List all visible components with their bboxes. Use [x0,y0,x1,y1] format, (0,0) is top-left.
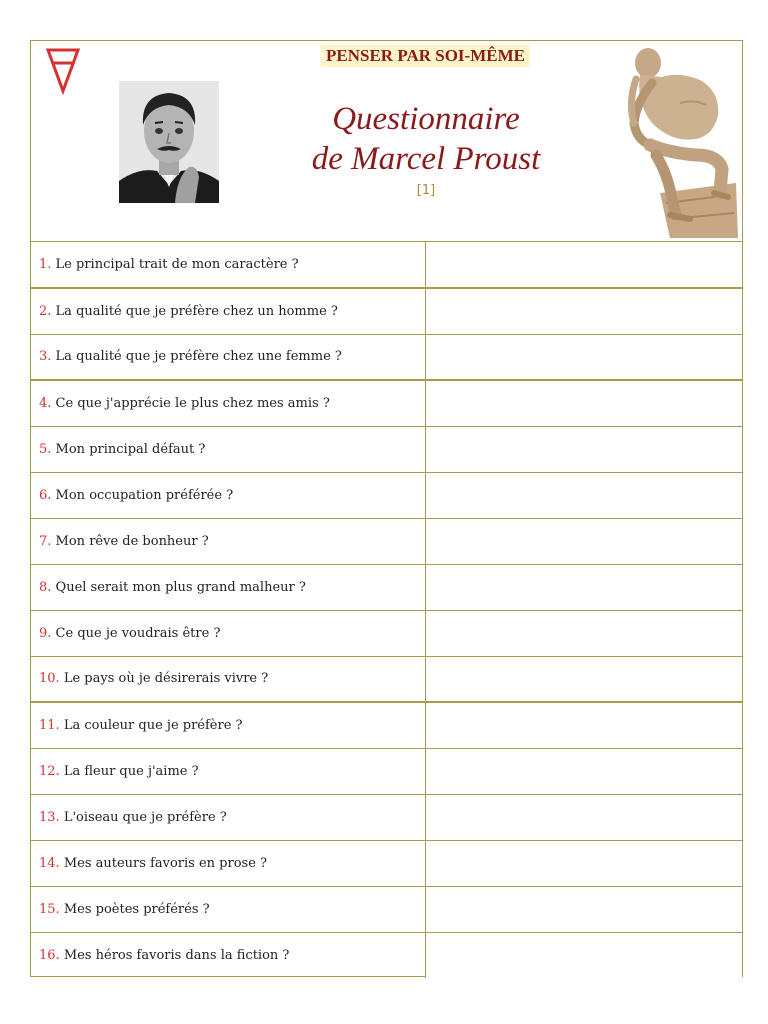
question-cell [31,518,425,564]
questionnaire-sheet [30,40,743,977]
answer-cell[interactable] [425,748,742,794]
question-cell [31,840,425,886]
table-row [31,656,742,702]
question-number: 12. [39,763,60,779]
answer-cell[interactable] [425,702,742,748]
table-row [31,748,742,794]
answer-cell[interactable] [425,242,742,288]
portrait-photo-image [119,81,219,203]
question-cell [31,886,425,932]
question-cell [31,748,425,794]
table-row [31,380,742,426]
question-number: 11. [39,717,60,733]
answer-cell[interactable] [425,886,742,932]
question-text: La qualité que je préfère chez un homme ? [55,303,338,319]
table-row [31,794,742,840]
question-cell [31,426,425,472]
answer-cell[interactable] [425,840,742,886]
question-number: 2. [39,303,52,319]
question-text: Quel serait mon plus grand malheur ? [55,579,306,595]
table-row [31,334,742,380]
question-cell [31,242,425,288]
question-number: 14. [39,855,60,871]
table-row [31,840,742,886]
question-cell [31,610,425,656]
question-text: Mon principal défaut ? [55,441,206,457]
question-text: La qualité que je préfère chez une femme ? [55,349,342,365]
title-line-1: Questionnaire [332,101,520,137]
table-row [31,932,742,978]
question-text: Ce que je voudrais être ? [55,625,221,641]
question-number: 9. [39,625,52,641]
question-cell [31,334,425,380]
header [31,41,742,242]
footnote-reference: [1] [416,183,436,198]
question-cell [31,288,425,334]
answer-cell[interactable] [425,794,742,840]
question-cell [31,702,425,748]
question-cell [31,656,425,702]
question-text: La fleur que j'aime ? [63,763,199,779]
answer-cell[interactable] [425,426,742,472]
question-text: Le principal trait de mon caractère ? [55,257,299,272]
table-row [31,564,742,610]
red-triangle-logo-icon [45,47,81,95]
question-text: La couleur que je préfère ? [63,717,243,733]
table-row [31,702,742,748]
table-row [31,426,742,472]
answer-cell[interactable] [425,656,742,702]
table-row [31,288,742,334]
question-text: Le pays où je désirerais vivre ? [63,671,269,687]
question-cell [31,564,425,610]
question-number: 16. [39,947,60,963]
question-text: L'oiseau que je préfère ? [63,809,227,825]
question-text: Mes poètes préférés ? [63,901,210,917]
answer-cell[interactable] [425,610,742,656]
answer-cell[interactable] [425,932,742,978]
question-number: 10. [39,671,60,687]
table-row [31,472,742,518]
question-text: Mes héros favoris dans la fiction ? [63,947,290,963]
question-number: 3. [39,349,52,365]
questions-table [31,242,742,978]
title-line-2: de Marcel Proust [311,141,541,177]
answer-cell[interactable] [425,334,742,380]
question-text: Ce que j'apprécie le plus chez mes amis ? [55,395,330,411]
table-row [31,610,742,656]
question-number: 8. [39,579,52,595]
question-text: Mon occupation préférée ? [55,487,234,503]
question-cell [31,380,425,426]
question-cell [31,794,425,840]
question-number: 4. [39,395,52,411]
subject-label: PENSER PAR SOI-MÊME [321,45,530,67]
answer-cell[interactable] [425,288,742,334]
question-number: 1. [39,257,52,272]
table-row [31,242,742,288]
answer-cell[interactable] [425,380,742,426]
answer-cell[interactable] [425,564,742,610]
question-cell [31,932,425,978]
question-number: 5. [39,441,52,457]
page-title [261,99,591,179]
table-row [31,518,742,564]
question-cell [31,472,425,518]
question-number: 7. [39,533,52,549]
table-row [31,886,742,932]
answer-cell[interactable] [425,518,742,564]
question-number: 13. [39,809,60,825]
question-number: 15. [39,901,60,917]
question-text: Mon rêve de bonheur ? [55,533,209,549]
answer-cell[interactable] [425,472,742,518]
thinker-statue-image [610,43,740,238]
question-number: 6. [39,487,52,503]
question-text: Mes auteurs favoris en prose ? [63,855,268,871]
